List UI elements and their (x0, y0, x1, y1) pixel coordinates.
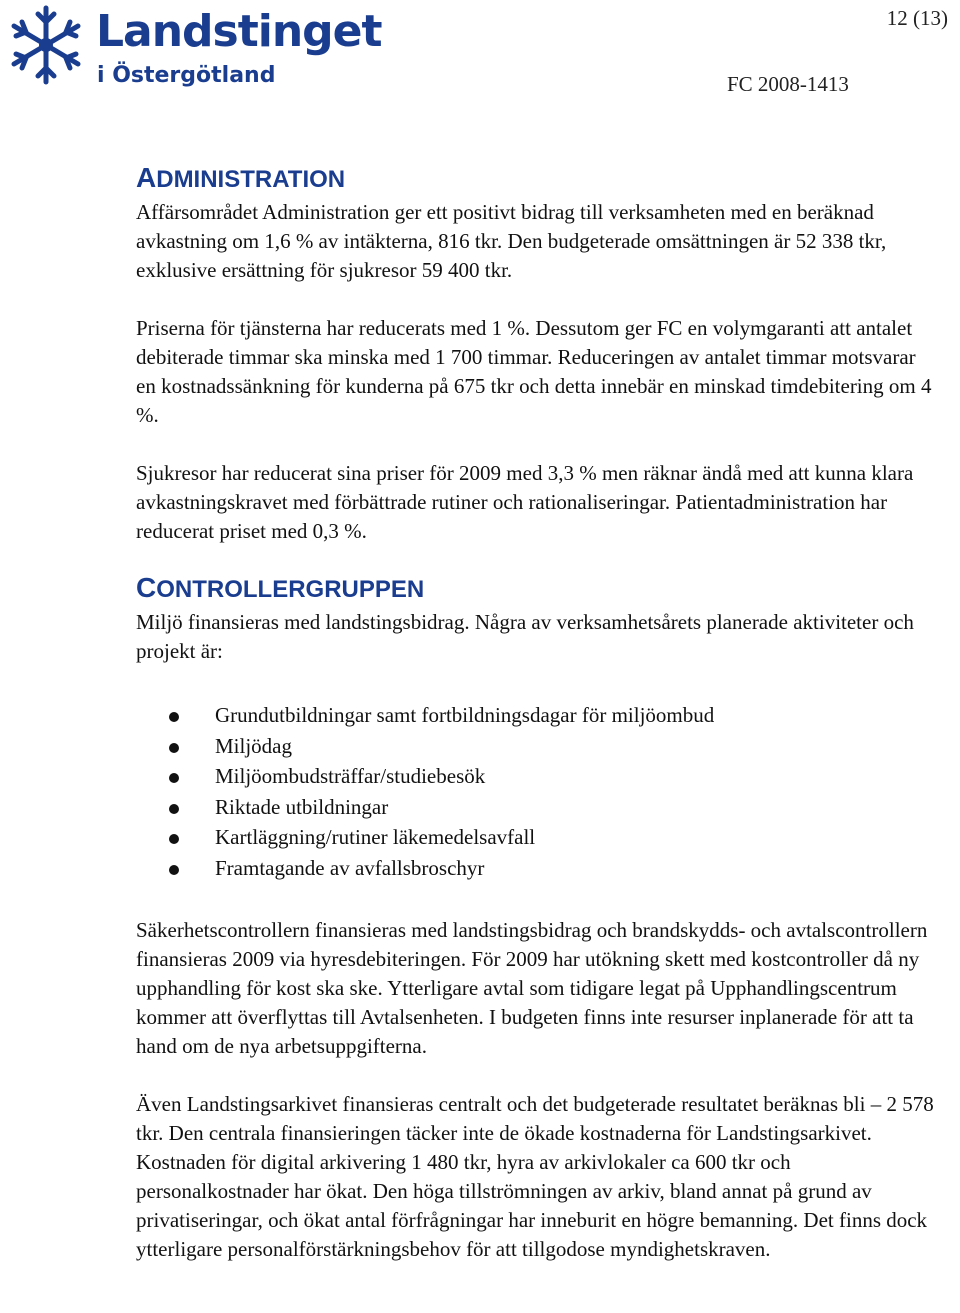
bullet-icon (169, 712, 179, 722)
snowflake-emblem-icon (4, 2, 88, 88)
bullet-icon (169, 865, 179, 875)
list-item: Kartläggning/rutiner läkemedelsavfall (136, 822, 936, 853)
paragraph: Säkerhetscontrollern finansieras med landstingsbidrag och brandskydds- och avtalscontrollern finansieras 2009 via hyresdebiteringen. För 2009 har utökning skett med kostcontroller då ny upphandling för kost ska ske. Ytterligare avtal som tidigare legat på Upphandlingscentrum kommer att överflyttas till Avtalsenheten. I budgeten finns inte resurser inplanerade för att ta hand om de nya arbetsuppgifterna. (136, 918, 928, 1058)
page-number: 12 (13) (886, 6, 948, 30)
paragraph: Sjukresor har reducerat sina priser för 2009 med 3,3 % men räknar ändå med att kunna klara avkastningskravet med förbättrade rutiner och rationaliseringar. Patientadministration har reducerat priset med 0,3 %. (136, 461, 914, 543)
logo (0, 0, 380, 100)
bullet-icon (169, 773, 179, 783)
logo-name: Landstinget (96, 6, 382, 57)
list-item: Grundutbildningar samt fortbildningsdagar för miljöombud (136, 700, 936, 731)
bullet-icon (169, 804, 179, 814)
document-id: FC 2008-1413 (727, 72, 849, 96)
document-body (136, 160, 936, 1264)
paragraph: Affärsområdet Administration ger ett positivt bidrag till verksamheten med en beräknad avkastning om 1,6 % av intäkterna, 816 tkr. Den budgeterade omsättningen är 52 338 tkr, exklusive ersättning för sjukresor 59 400 tkr. (136, 200, 887, 282)
list-item: Miljöombudsträffar/studiebesök (136, 761, 936, 792)
activity-list (136, 700, 936, 883)
paragraph: Även Landstingsarkivet finansieras centralt och det budgeterade resultatet beräknas bli – 2 578 tkr. Den centrala finansieringen täcker inte de ökade kostnaderna för Landstingsarkivet. Kostnaden för digital arkivering 1 480 tkr, hyra av arkivlokaler ca 600 tkr och personalkostnader har ökat. Den höga tillströmningen av arkiv, bland annat på grund av privatiseringar, och ökat antal förfrågningar har inneburit en högre bemanning. Det finns dock ytterligare personalförstärkningsbehov för att tillgodose myndighetskraven. (136, 1092, 934, 1261)
paragraph: Miljö finansieras med landstingsbidrag. Några av verksamhetsårets planerade aktiviteter och projekt är: (136, 610, 914, 663)
bullet-icon (169, 743, 179, 753)
heading-controllergruppen: CONTROLLERGRUPPEN (136, 572, 425, 603)
bullet-icon (169, 834, 179, 844)
logo-subtitle: i Östergötland (97, 63, 276, 88)
list-item: Framtagande av avfallsbroschyr (136, 853, 936, 884)
list-item: Riktade utbildningar (136, 792, 936, 823)
list-item: Miljödag (136, 731, 936, 762)
heading-administration: ADMINISTRATION (136, 162, 346, 193)
paragraph: Priserna för tjänsterna har reducerats med 1 %. Dessutom ger FC en volymgaranti att antalet debiterade timmar ska minska med 1 700 timmar. Reduceringen av antalet timmar motsvarar en kostnadssänkning för kunderna på 675 tkr och detta innebär en minskad timdebitering om 4 %. (136, 316, 932, 427)
